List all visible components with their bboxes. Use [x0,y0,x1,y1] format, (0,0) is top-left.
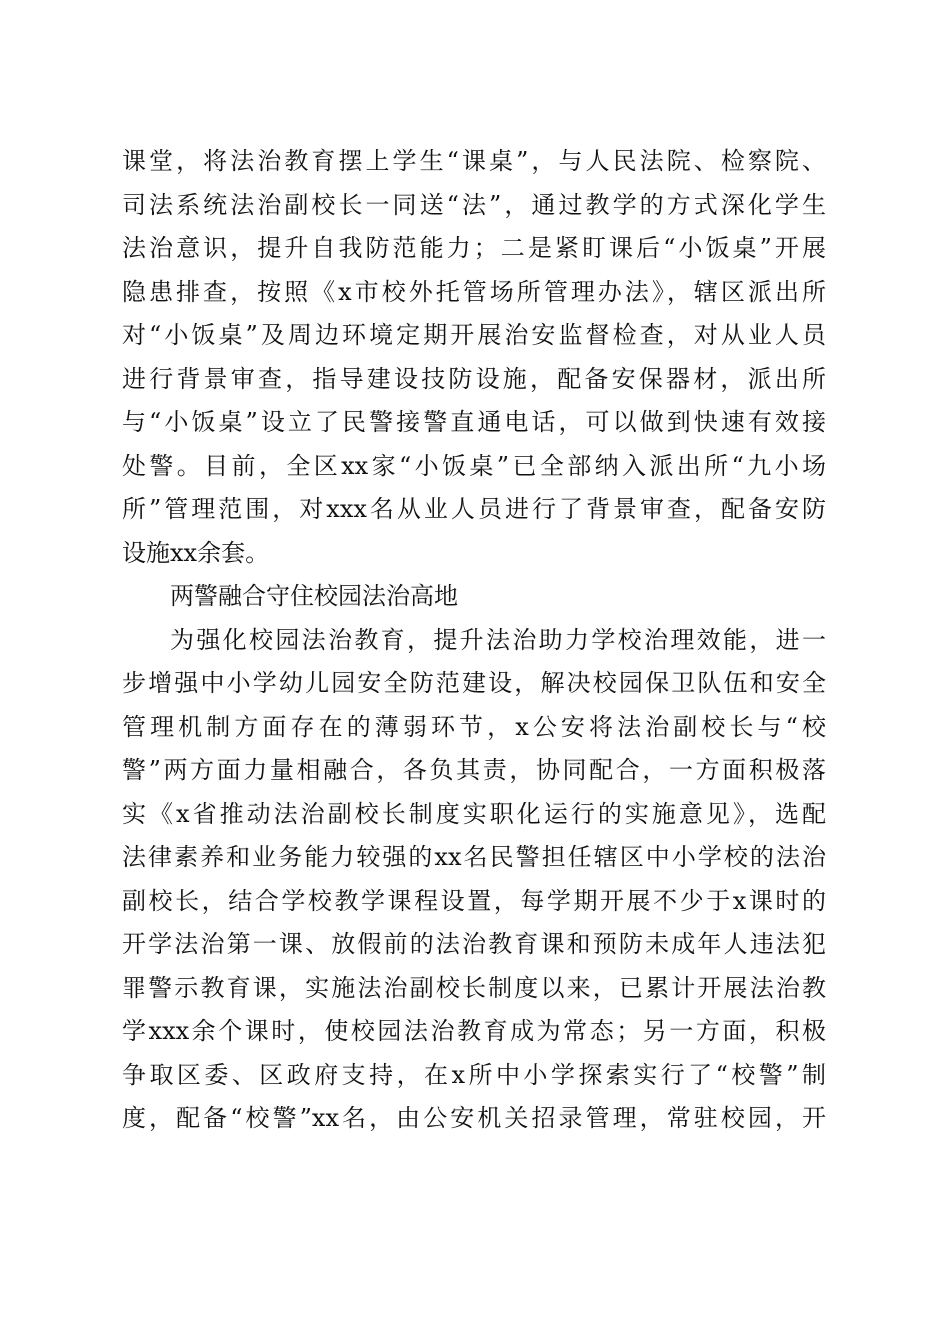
text-line: 副校长，结合学校教学课程设置，每学期开展不少于x课时的 [122,886,826,915]
text-line: 处警。目前，全区xx家“小饭桌”已全部纳入派出所“九小场 [122,451,826,480]
text-line: 法律素养和业务能力较强的xx名民警担任辖区中小学校的法治 [122,843,826,871]
text-line: 管理机制方面存在的薄弱环节，x公安将法治副校长与“校 [122,712,826,741]
text-line: 罪警示教育课，实施法治副校长制度以来，已累计开展法治教 [122,973,826,1002]
text-line: 隐患排查，按照《x市校外托管场所管理办法》，辖区派出所 [122,277,826,306]
text-line: 与“小饭桌”设立了民警接警直通电话，可以做到快速有效接 [122,408,826,436]
text-line: 为强化校园法治教育，提升法治助力学校治理效能，进一 [170,625,826,654]
text-line: 争取区委、区政府支持，在x所中小学探索实行了“校警”制 [122,1060,826,1089]
section-heading: 两警融合守住校园法治高地 [170,582,458,610]
text-line: 所”管理范围，对xxx名从业人员进行了背景审查，配备安防 [122,495,826,523]
text-line: 警”两方面力量相融合，各负其责，协同配合，一方面积极落 [122,756,826,784]
body-text [122,140,826,1141]
text-line: 进行背景审查，指导建设技防设施，配备安保器材，派出所 [122,364,826,393]
text-line: 司法系统法治副校长一同送“法”，通过教学的方式深化学生 [122,190,826,219]
text-line: 步增强中小学幼儿园安全防范建设，解决校园保卫队伍和安全 [122,669,826,697]
text-line: 设施xx余套。 [122,538,270,567]
text-line: 课堂，将法治教育摆上学生“课桌”，与人民法院、检察院、 [122,147,826,175]
text-line: 法治意识，提升自我防范能力；二是紧盯课后“小饭桌”开展 [122,234,826,262]
text-line: 开学法治第一课、放假前的法治教育课和预防未成年人违法犯 [122,930,826,958]
text-line: 学xxx余个课时，使校园法治教育成为常态；另一方面，积极 [122,1017,826,1045]
text-line: 实《x省推动法治副校长制度实职化运行的实施意见》，选配 [122,799,826,828]
text-line: 对“小饭桌”及周边环境定期开展治安监督检查，对从业人员 [122,321,826,349]
text-line: 度，配备“校警”xx名，由公安机关招录管理，常驻校园，开 [122,1104,826,1132]
